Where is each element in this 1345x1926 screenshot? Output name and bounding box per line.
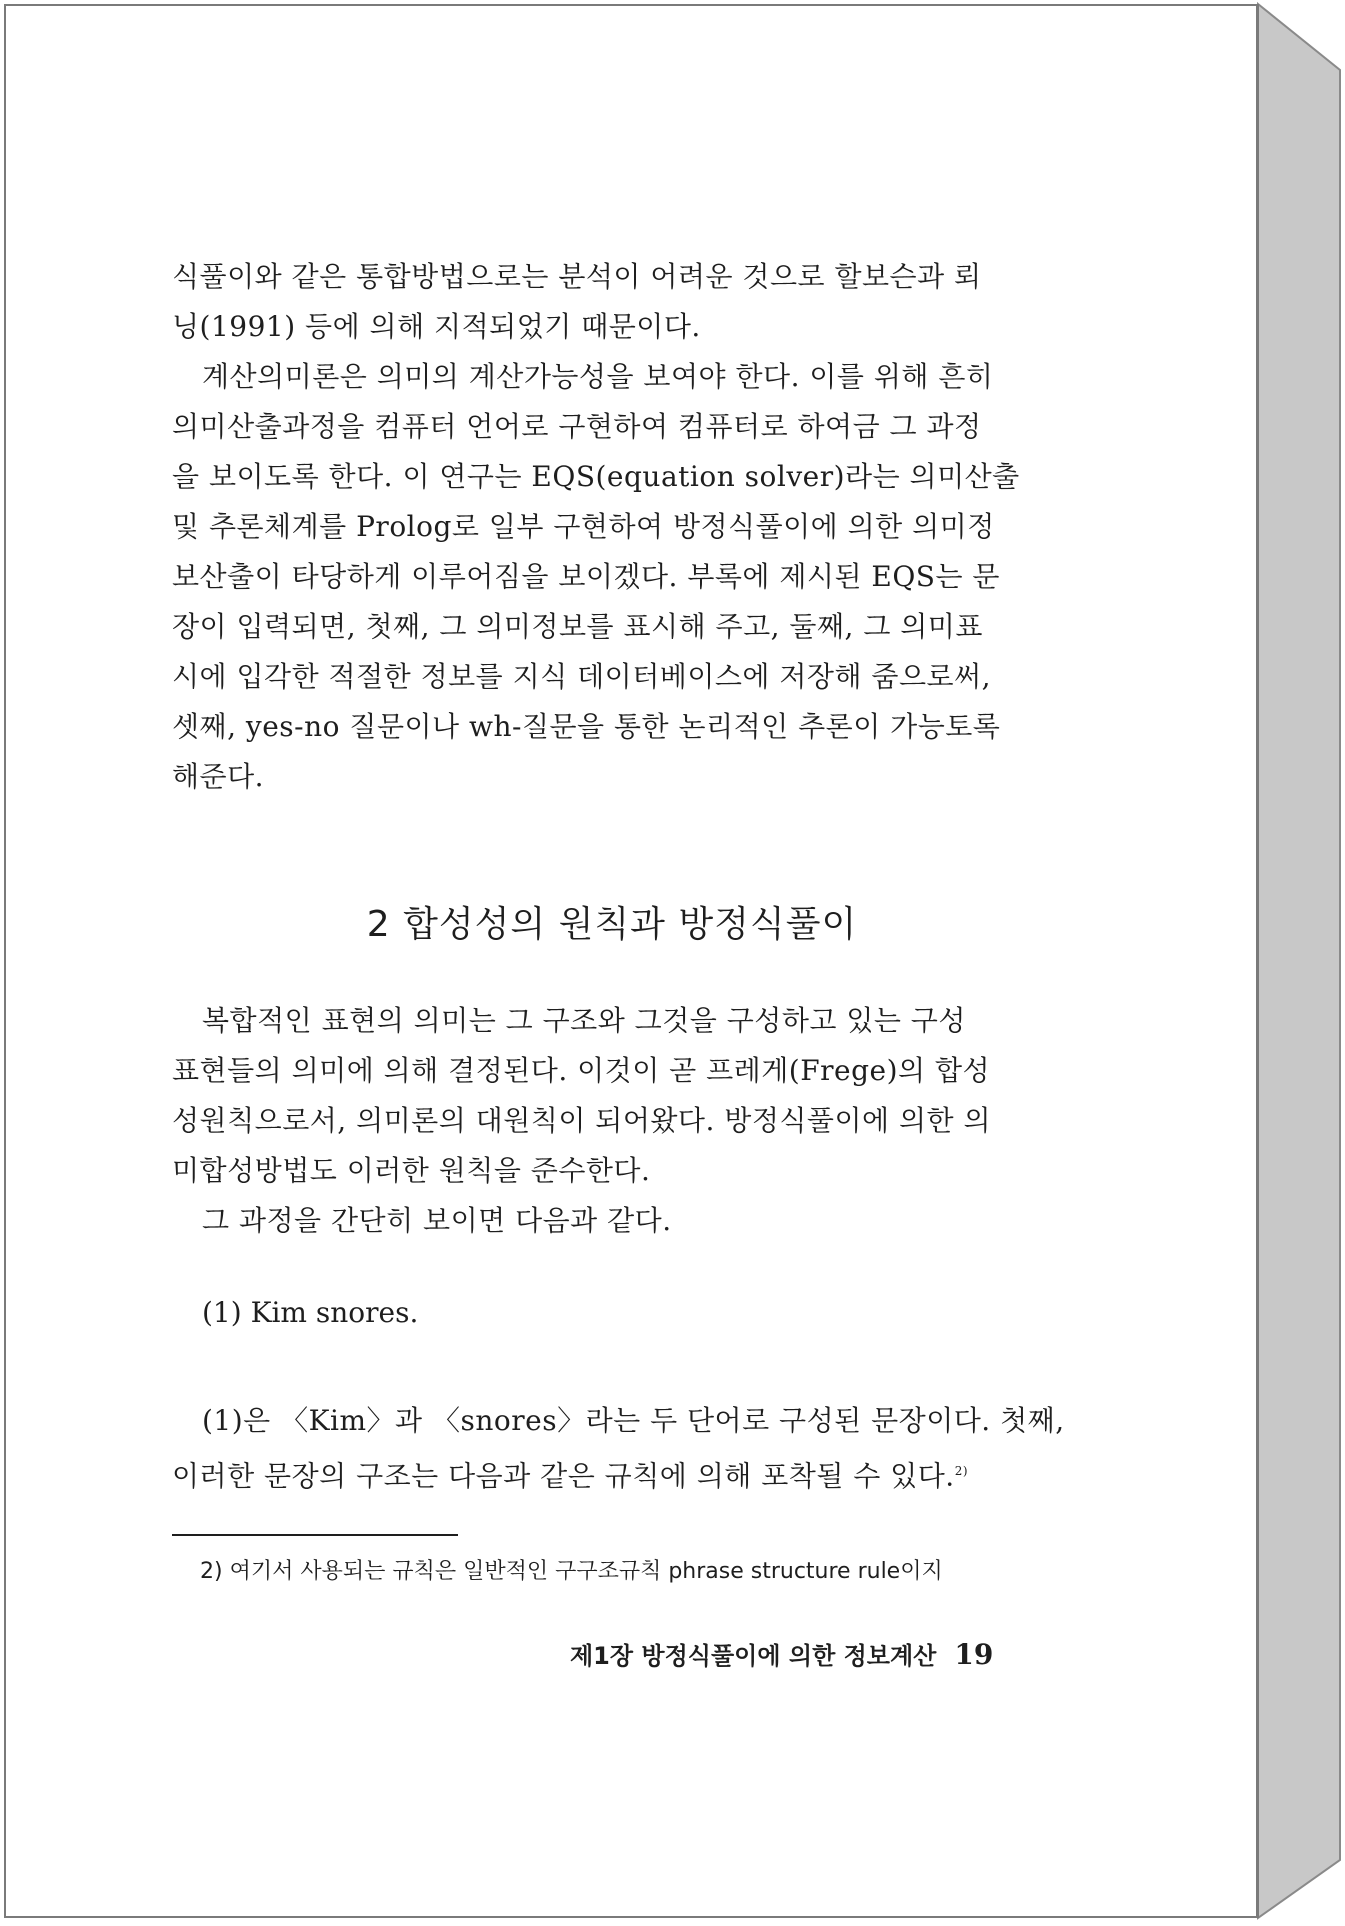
- paragraph-computational-semantics: [172, 352, 1052, 802]
- section-heading: 2 합성성의 원칙과 방정식풀이: [366, 904, 858, 945]
- text-line: 미합성방법도 이러한 원칙을 준수한다.: [172, 1154, 651, 1187]
- text-line: 그 과정을 간단히 보이면 다음과 같다.: [202, 1204, 672, 1237]
- text-line: 계산의미론은 의미의 계산가능성을 보여야 한다. 이를 위해 흔히: [202, 360, 994, 393]
- text-line: 의미산출과정을 컴퓨터 언어로 구현하여 컴퓨터로 하여금 그 과정: [172, 410, 982, 443]
- text-line: 보산출이 타당하게 이루어짐을 보이겠다. 부록에 제시된 EQS는 문: [172, 560, 1000, 593]
- footnote-text: 2) 여기서 사용되는 규칙은 일반적인 구구조규칙 phrase structure rule이지: [200, 1559, 943, 1584]
- text-line: 을 보이도록 한다. 이 연구는 EQS(equation solver)라는 의미산출: [172, 460, 1020, 493]
- text-line: 해준다.: [172, 760, 265, 793]
- text-line: 이러한 문장의 구조는 다음과 같은 규칙에 의해 포착될 수 있다.: [172, 1459, 955, 1493]
- running-footer: [570, 1636, 993, 1671]
- text-line: 표현들의 의미에 의해 결정된다. 이것이 곧 프레게(Frege)의 합성: [172, 1054, 991, 1087]
- text-line: (1)은 〈Kim〉과 〈snores〉라는 두 단어로 구성된 문장이다. 첫째,: [202, 1404, 1065, 1437]
- intro-paragraph: [172, 252, 1052, 352]
- text-line: 복합적인 표현의 의미는 그 구조와 그것을 구성하고 있는 구성: [202, 1004, 966, 1037]
- text-line: 및 추론체계를 Prolog로 일부 구현하여 방정식풀이에 의한 의미정: [172, 510, 995, 543]
- page-number: 19: [954, 1638, 994, 1671]
- text-line: 셋째, yes-no 질문이나 wh-질문을 통한 논리적인 추론이 가능토록: [172, 710, 1001, 743]
- paragraph-process-intro: [172, 1196, 1052, 1246]
- example-sentence: (1) Kim snores.: [202, 1296, 419, 1329]
- text-line-with-footnote: [172, 1446, 1052, 1501]
- text-line: 닝(1991) 등에 의해 지적되었기 때문이다.: [172, 310, 701, 343]
- footnote-divider: [172, 1534, 458, 1536]
- paragraph-compositionality: [172, 996, 1052, 1196]
- text-line: 성원칙으로서, 의미론의 대원칙이 되어왔다. 방정식풀이에 의한 의: [172, 1104, 992, 1137]
- paragraph-example-analysis: [172, 1396, 1065, 1501]
- footnote-reference: 2): [954, 1464, 969, 1478]
- footer-chapter-title: 제1장 방정식풀이에 의한 정보계산: [570, 1642, 937, 1670]
- text-line: 식풀이와 같은 통합방법으로는 분석이 어려운 것으로 할보슨과 뢰: [172, 260, 982, 293]
- text-line: 시에 입각한 적절한 정보를 지식 데이터베이스에 저장해 줌으로써,: [172, 660, 992, 693]
- text-line: 장이 입력되면, 첫째, 그 의미정보를 표시해 주고, 둘째, 그 의미표: [172, 610, 983, 643]
